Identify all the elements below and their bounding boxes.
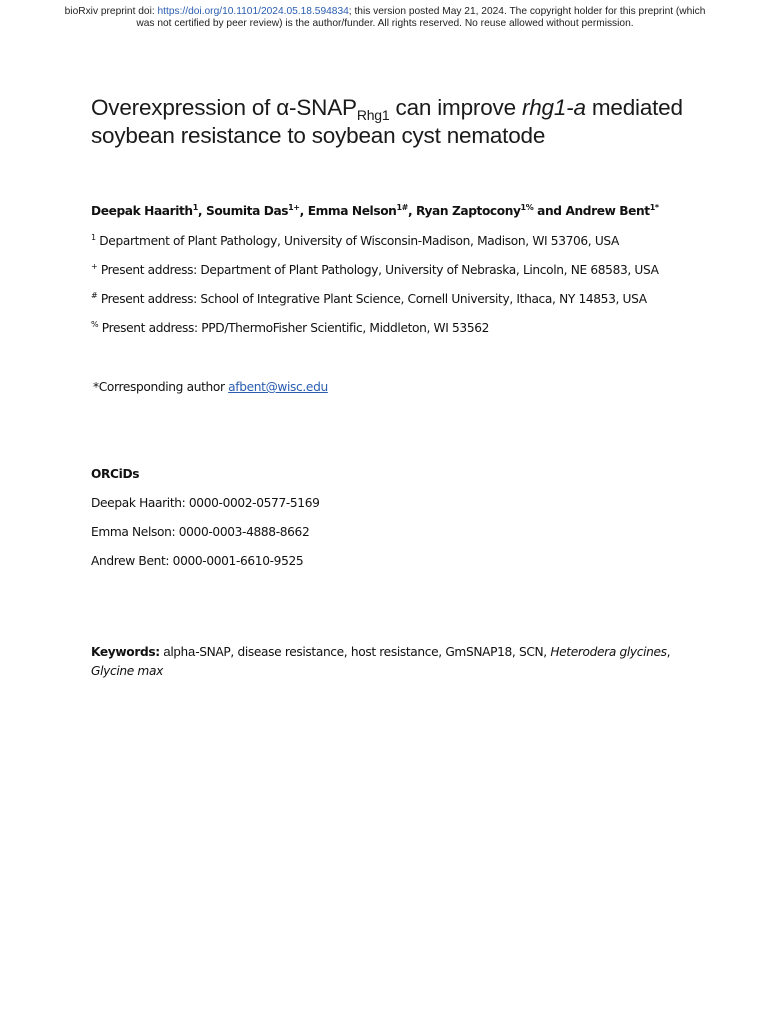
keywords [91,642,691,681]
author-separator-and: and [533,204,566,218]
title-line-2: soybean resistance to soybean cyst nematode [91,123,546,148]
keyword-species-2: Glycine max [91,664,163,678]
author-name: Emma Nelson [307,204,397,218]
title-subscript: Rhg1 [356,107,390,123]
paper-title [91,94,731,150]
author-name: Soumita Das [205,204,289,218]
corresponding-label: *Corresponding author [93,380,229,394]
author-affil-mark: 1% [520,203,534,212]
author-name: Andrew Bent [565,204,650,218]
corresponding-email-link[interactable]: afbent@wisc.edu [228,380,328,394]
keyword-species-1: Heterodera glycines [550,645,667,659]
affiliation-2 [91,263,659,277]
author-affil-mark: 1* [649,203,659,212]
author-separator: , [197,204,206,218]
keywords-separator: , [666,645,671,659]
author-name: Deepak Haarith [91,204,193,218]
affiliation-mark: % [91,320,99,329]
title-gene: rhg1-a [521,95,586,120]
preprint-notice [0,6,770,30]
affiliation-text: Present address: Department of Plant Pathology, University of Nebraska, Lincoln, NE 68583, USA [97,263,659,277]
keyword-alpha: alpha [159,644,196,659]
preprint-notice-line-1 [0,6,770,18]
author-separator: , [407,204,417,218]
author-name: Ryan Zaptocony [416,204,521,218]
preprint-prefix: bioRxiv preprint doi: [64,6,158,17]
corresponding-author [93,380,328,394]
author-affil-mark: 1+ [288,203,300,212]
preprint-suffix: ; this version posted May 21, 2024. The copyright holder for this preprint (which [348,6,706,17]
orcid-entry: Andrew Bent: 0000-0001-6610-9525 [91,554,304,568]
orcid-entry: Deepak Haarith: 0000-0002-0577-5169 [91,496,320,510]
preprint-notice-line-2: was not certified by peer review) is the author/funder. All rights reserved. No reuse allowed without permission. [136,18,634,29]
affiliation-mark: + [91,262,98,271]
author-affil-mark: 1 [192,203,198,212]
orcid-entry: Emma Nelson: 0000-0003-4888-8662 [91,525,310,539]
title-part-2: can improve [389,95,522,120]
affiliation-3 [91,292,647,306]
orcid-heading: ORCiDs [91,467,140,481]
author-affil-mark: 1# [396,203,408,212]
affiliation-1 [91,234,619,248]
affiliation-text: Present address: PPD/ThermoFisher Scientific, Middleton, WI 53562 [98,321,490,335]
keywords-text: -SNAP, disease resistance, host resistance, GmSNAP18, SCN, [195,645,551,659]
doi-link[interactable]: https://doi.org/10.1101/2024.05.18.594834 [157,6,349,17]
keywords-label: Keywords: [91,645,160,659]
affiliation-text: Present address: School of Integrative Plant Science, Cornell University, Ithaca, NY 14853, USA [97,292,647,306]
title-part-3: mediated [585,95,683,120]
affiliation-text: Department of Plant Pathology, University of Wisconsin-Madison, Madison, WI 53706, USA [95,234,620,248]
title-part-1: Overexpression of α-SNAP [91,95,357,120]
author-list [91,204,659,218]
affiliation-mark: # [91,291,98,300]
affiliation-4 [91,321,489,335]
affiliation-mark: 1 [91,233,96,242]
author-separator: , [299,204,308,218]
